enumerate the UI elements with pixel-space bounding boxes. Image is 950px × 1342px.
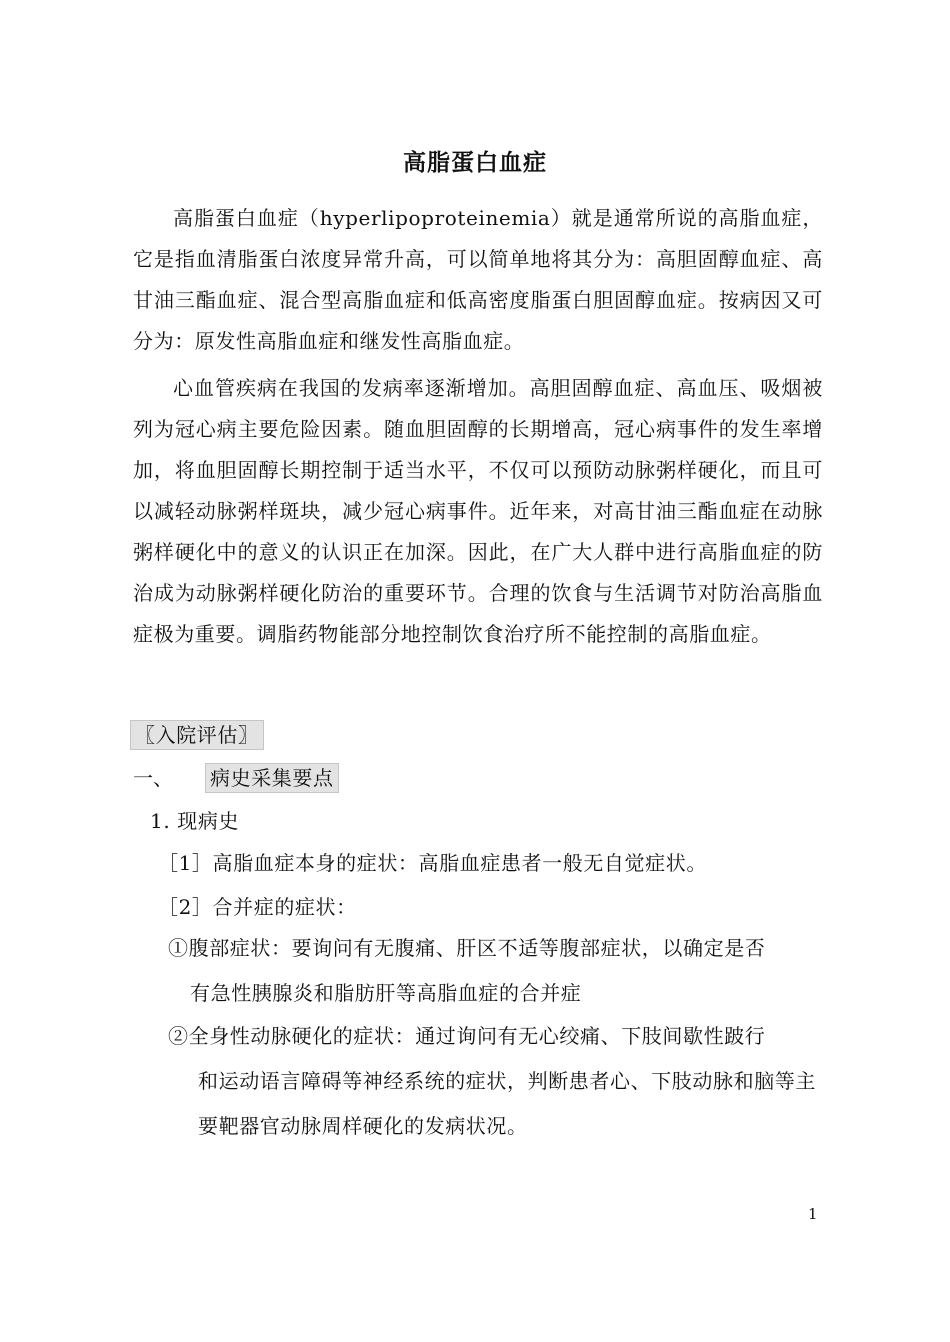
list-item: ［1］高脂血症本身的症状：高脂血症患者一般无自觉症状。 [158, 851, 707, 875]
intro-paragraph: 高脂蛋白血症（hyperlipoproteinemia）就是通常所说的高脂血症，它是指血清脂蛋白浓度异常升高，可以简单地将其分为：高胆固醇血症、高甘油三酯血症、混合型高脂血症和低高密度脂蛋白胆固醇血症。按病因又可分为：原发性高脂血症和继发性高脂血症。 [133, 206, 823, 353]
list-item: ［2］合并症的症状： [158, 895, 357, 919]
cardiovascular-paragraph: 心血管疾病在我国的发病率逐渐增加。高胆固醇血症、高血压、吸烟被列为冠心病主要危险因素。随血胆固醇的长期增高，冠心病事件的发生率增加，将血胆固醇长期控制于适当水平，不仅可以预防动脉粥样硬化，而且可以减轻动脉粥样斑块，减少冠心病事件。近年来，对高甘油三酯血症在动脉粥样硬化中的意义的认识正在加深。因此，在广大人群中进行高脂血症的防治成为动脉粥样硬化防治的重要环节。合理的饮食与生活调节对防治高脂血症极为重要。调脂药物能部分地控制饮食治疗所不能控制的高脂血症。 [133, 376, 823, 646]
abdominal-symptoms-first-line: ①腹部症状：要询问有无腹痛、肝区不适等腹部症状，以确定是否 [168, 936, 766, 960]
atherosclerosis-symptoms-continuation: 和运动语言障碍等神经系统的症状，判断患者心、下肢动脉和脑等主要靶器官动脉周样硬化的发病状况。 [198, 1069, 816, 1138]
document-title: 高脂蛋白血症 [403, 150, 547, 176]
atherosclerosis-symptoms-first-line: ②全身性动脉硬化的症状：通过询问有无心绞痛、下肢间歇性跛行 [168, 1024, 766, 1048]
abdominal-symptoms-continuation: 有急性胰腺炎和脂肪肝等高脂血症的合并症 [190, 981, 582, 1005]
history-collection-heading: 病史采集要点 [205, 763, 339, 793]
current-history-heading: 1. 现病史 [150, 809, 240, 833]
abdominal-symptoms-item [168, 926, 823, 1016]
page-number: 1 [808, 1205, 818, 1223]
atherosclerosis-symptoms-item [168, 1014, 823, 1149]
admission-assessment-heading: 〖入院评估〗 [130, 720, 264, 750]
section-number: 一、 [133, 766, 173, 790]
